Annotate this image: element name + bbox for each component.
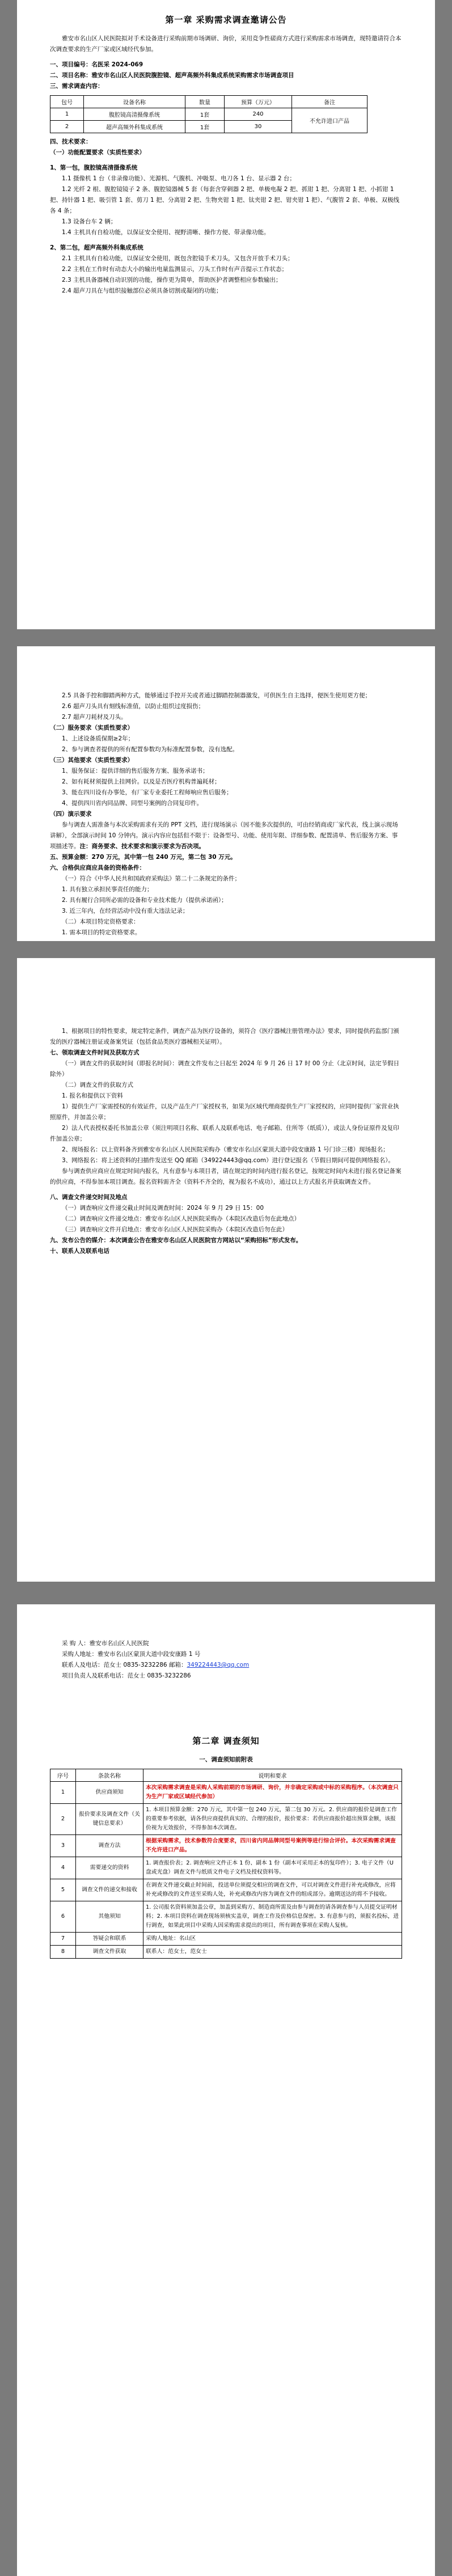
cell: 1. 调查报价表；2. 调查响应文件正本 1 份、副本 1 份（副本可采用正本的复印件）；3. 电子文件（U 盘或光盘）调查文件与纸质文件电子文档及授权资料等。 [143, 1857, 402, 1879]
preface-table-title: 一、调查须知前附表 [199, 1756, 253, 1763]
chapter-1-title: 第一章 采购需求调查邀请公告 [165, 15, 287, 25]
package-2-line: 2.4 超声刀具在与组织接触部位必须具备切割或凝闭的功能； [62, 287, 222, 294]
acquisition-line: 3、网络报名：将上述资料的扫描件发送至 QQ 邮箱（349224443@qq.com）进行登记报名（节假日期间可提供网络报名）。 [62, 1157, 394, 1164]
document-page-3 [17, 958, 435, 1582]
project-name: 二、项目名称：雅安市名山区人民医院腹腔镜、超声高频外科集成系统采购需求市场调查项目 [50, 72, 294, 79]
cell: 1. 公司报名资料须加盖公章，加盖到采购方、制造商所需及由参与调查的请各调查参与人员提交证明材料；2. 本项目资料在调查现场须核实盖章，调查工作及价格信息保密。3. 有意参与的，须报名投标，进行调查，如果此项目中采购人因采购需求提出的项目，所有调查事项在采购人复核。 [143, 1901, 402, 1933]
cell: 联系人：范女士，范女士 [143, 1946, 402, 1959]
acquisition-line: 1. 报名和提供以下资料 [62, 1092, 123, 1099]
contacts-heading: 十、联系人及联系电话 [50, 1248, 109, 1255]
intro-paragraph: 雅安市名山区人民医院拟对手术设备进行采购前期市场调研、询价，采用竞争性磋商方式进行采购需求市场调查，现特邀请符合本次调查要求的生产厂家或区域经代参加。 [50, 35, 402, 53]
cell: 1套 [185, 121, 225, 133]
purchaser-address: 采购人地址：雅安市名山区蒙顶大道中段安康路 1 号 [62, 1651, 201, 1658]
package-2-line: 2.3 主机具备器械自动识别的功能，操作更为简单，帮助医护者调整相应参数输出； [62, 277, 282, 283]
submission-heading: 八、调查文件递交时间及地点 [50, 1194, 128, 1201]
cell: 8 [50, 1946, 76, 1959]
cell: 1 [50, 1782, 76, 1804]
qualification-line: （二）本项目特定资格要求： [62, 918, 140, 925]
qualification-line: 1. 具有独立承担民事责任的能力； [62, 886, 153, 893]
cell: 采购人地址：名山区 [143, 1933, 402, 1946]
other-line: 4、提供四川省内同品牌、同型号案例的合同复印件。 [62, 800, 203, 807]
demo-requirements-heading: （四）演示要求 [50, 811, 92, 817]
submission-line: （二）调查响应文件递交地点：雅安市名山区人民医院采购办（本院区改造后勿在此地点） [62, 1215, 300, 1222]
package-1-line: 1.3 设备台车 2 辆； [62, 218, 117, 225]
cell: 本次采购需求调查是采购人采购前期的市场调研、询价，并非确定采购或中标的采购程序。（本次调查只为生产厂家或区域经代参加） [143, 1782, 402, 1804]
acquisition-line: 2）法人代表授权委托书加盖公章（须注明项目名称、联系人及联系电话、电子邮箱、住所等（纸质）），或法人身份证原件及复印件加盖公章； [50, 1125, 399, 1142]
acquisition-line: 参与调查供应商应在规定时间内报名，凡有意参与本项目者，请在规定的时间内进行报名登记，按规定时间内未进行报名登记备案的供应商，不得参加本项目调查。报名资料需齐全（资料不齐全的，视为报名不成功），通过以上方式报名并获取调查文件。 [50, 1168, 402, 1185]
document-page-2 [17, 646, 435, 941]
table-row [50, 1782, 402, 1804]
cell: 报价要求及调查文件（关键信息要求） [76, 1804, 143, 1835]
purchaser-line: 采 购 人：雅安市名山区人民医院 [62, 1640, 149, 1647]
table-row [50, 1804, 402, 1835]
other-line: 2、如有耗材须提供上挂网价。以及是否医疗机构普遍耗材； [62, 778, 221, 785]
package-2-line: 2.7 超声刀耗材及刀头。 [62, 714, 127, 721]
submission-line: （三）调查响应文件开启地点：雅安市名山区人民医院采购办（本院区改造后勿在此） [62, 1226, 288, 1233]
document-page-1 [17, 0, 435, 629]
requirements-table [50, 95, 367, 133]
contact-text: 联系人及电话：范女士 0835-3232286 邮箱： [62, 1662, 187, 1668]
qualification-line: 1. 需本项目的特定资格要求。 [62, 929, 141, 936]
cell: 根据采购需求，技术参数符合度要求，四川省内同品牌同型号案例等进行综合评价。本次采购需求调查不允许进口产品。 [143, 1835, 402, 1857]
cell: 在调查文件递交截止时间前，投送单位须提交相应的调查文件，可以对调查文件进行补充或修改，应将补充或修改的文件送至采购人处，补充或修改内容为调查文件的组成部分。逾期送达的将不予接收。 [143, 1879, 402, 1901]
qualification-line: 1、根据项目的特性要求，规定特定条件，调查产品为医疗设备的，须符合《医疗器械注册管理办法》要求，同时提供药监部门颁发的医疗器械注册证或备案凭证（包括食品类医疗器械相关证明）。 [50, 1028, 399, 1045]
service-line: 2、参与调查者提供的所有配置参数均为标准配置参数，没有选配。 [62, 746, 239, 753]
media-line: 九、发布公告的媒介：本次调查公告在雅安市名山区人民医院官方网站以“采购招标”形式发布。 [50, 1237, 302, 1244]
package-1-line: 1.1 摄像机 1 台（非录像功能）、光源机、气腹机、冲吸泵、电刀各 1 台、显示器 2 台； [62, 175, 295, 182]
demo-text: 参与调查人需准备与本次采购需求有关的 PPT 文档，进行现场演示（因不能多次提供的，可由经销商或厂家代表，线上演示现场讲解），全部演示时间 10 分钟内。演示内容应包括但不限于：设备型号、功能、使用年限、详细参数、配置清单、售后服务方案、事项描述等。 [50, 821, 398, 850]
col-header: 序号 [50, 1769, 76, 1782]
other-line: 1、服务保证：提供详细的售后服务方案、服务承诺书； [62, 768, 209, 774]
table-note-cell: 不允许进口产品 [292, 108, 367, 133]
project-lead-line: 项目负责人及联系电话：范女士 0835-3232286 [62, 1672, 191, 1679]
chapter-2-title: 第二章 调查须知 [192, 1736, 260, 1746]
project-number: 一、项目编号：名医采 2024-069 [50, 61, 143, 68]
service-requirements-heading: （二）服务要求（实质性要求） [50, 724, 133, 731]
submission-line: （一）调查响应文件递交截止时间及调查时间：2024 年 9 月 29 日 15：00 [62, 1205, 264, 1211]
table-row [50, 1879, 402, 1901]
col-header: 条款名称 [76, 1769, 143, 1782]
cell: 30 [225, 121, 292, 133]
tech-requirements-heading: 四、技术要求： [50, 138, 92, 145]
demo-paragraph [50, 820, 402, 852]
acquisition-line: 2、现场报名：以上资料备齐到雅安市名山区人民医院采购办（雅安市名山区蒙顶大道中段安康路 1 号门诊三楼）现场报名； [62, 1146, 389, 1153]
service-line: 1、上述设备质保期≥2年； [62, 735, 134, 742]
survey-content-heading: 三、需求调查内容： [50, 83, 104, 90]
table-row [50, 1933, 402, 1946]
qualification-line: 2. 具有履行合同所必需的设备和专业技术能力（提供承诺函）； [62, 897, 227, 904]
cell: 1. 本项目预算金额：270 万元，其中第一包 240 万元，第二包 30 万元。2. 供应商的报价是调查工作的重要参考依据，请各供应商提供真实的、合理的报价，报价要求：若供应商报价超出预算金额，该报价视为无效报价，不得参加本次调查。 [143, 1804, 402, 1835]
instructions-table [50, 1769, 402, 1959]
acquisition-line: （二）调查文件的获取方式 [62, 1082, 133, 1088]
document-page-4 [17, 1604, 435, 2576]
cell: 4 [50, 1857, 76, 1879]
cell: 超声高频外科集成系统 [84, 121, 185, 133]
package-2-line: 2.6 超声刀头具有刻线标准值，以防止组织过度损伤； [62, 703, 205, 710]
cell: 5 [50, 1879, 76, 1901]
other-requirements-heading: （三）其他要求（实质性要求） [50, 757, 133, 764]
qualification-line: 3. 近三年内，在经营活动中没有重大违法记录； [62, 908, 189, 914]
qualifications-heading: 六、合格供应商应具备的资格条件： [50, 865, 145, 871]
other-line: 3、能在四川设有办事处，有厂家专业委托工程师响应售后服务； [62, 789, 233, 796]
package-2-line: 2.1 主机具有自检功能，以保证安全使用，既包含腔镜手术刀头，又包含开放手术刀头； [62, 255, 294, 262]
email-link[interactable]: 349224443@qq.com [187, 1662, 250, 1668]
cell: 需要递交的资料 [76, 1857, 143, 1879]
document-acquisition-heading: 七、领取调查文件时间及获取方式 [50, 1049, 140, 1056]
acquisition-line: 1）提供生产厂家需授权的有效证件，以及产品生产厂家授权书，如果为区域代理商提供生产厂家授权的，应同时提供厂家营业执照原件，并加盖公章； [50, 1103, 399, 1121]
cell: 答疑会和联系 [76, 1933, 143, 1946]
cell: 调查文件的递交和接收 [76, 1879, 143, 1901]
table-row [50, 1835, 402, 1857]
cell: 240 [225, 108, 292, 121]
cell: 2 [50, 1804, 76, 1835]
function-config-heading: （一）功能配置要求（实质性要求） [50, 149, 145, 156]
col-header: 包号 [50, 96, 84, 108]
package-1-line: 1.2 光纤 2 根、腹腔镜镜子 2 条、腹腔镜器械 5 套（每套含穿刺器 2 把、单极电凝 2 把、抓钳 1 把、分离钳 1 把、小抓钳 1 把、持针器 1 把、吸引管 1 套、剪刀 1 把、分离钳 2 把、生物夹钳 1 把、钛夹钳 2 把、钳夹钳 1 把）、气腹管 2 套、单极、双极线各 4 条； [50, 186, 400, 214]
package-2-line: 2.2 主机在工作时有动态大小的输出电量监测显示，刀头工作时有声音提示工作状态； [62, 266, 288, 273]
table-row [50, 1901, 402, 1933]
cell: 其他须知 [76, 1901, 143, 1933]
col-header: 说明和要求 [143, 1769, 402, 1782]
package-2-line: 2.5 具备手控和脚踏两种方式，能够通过手控开关或者通过脚踏控制器激发，可供医生自主选择，便医生使用更方便； [62, 692, 371, 699]
col-header: 设备名称 [84, 96, 185, 108]
package-1-heading: 1、第一包，腹腔镜高清摄像系统 [50, 164, 138, 171]
col-header: 预算（万元） [225, 96, 292, 108]
cell: 6 [50, 1901, 76, 1933]
package-2-heading: 2、第二包，超声高频外科集成系统 [50, 244, 143, 251]
contact-phone-line [50, 1660, 402, 1671]
cell: 腹腔镜高清摄像系统 [84, 108, 185, 121]
table-row [50, 108, 367, 121]
table-row [50, 1857, 402, 1879]
cell: 1套 [185, 108, 225, 121]
cell: 2 [50, 121, 84, 133]
qualification-line: （一）符合《中华人民共和国政府采购法》第二十二条规定的条件； [62, 875, 240, 882]
col-header: 备注 [292, 96, 367, 108]
cell: 7 [50, 1933, 76, 1946]
table-row [50, 1946, 402, 1959]
demo-note: 注：商务要求、技术要求和演示要求为否决项。 [79, 843, 205, 850]
cell: 调查方法 [76, 1835, 143, 1857]
cell: 调查文件获取 [76, 1946, 143, 1959]
col-header: 数量 [185, 96, 225, 108]
package-1-line: 1.4 主机具有自检功能，以保证安全使用、视野清晰、操作方便、带录像功能。 [62, 229, 270, 236]
cell: 供应商须知 [76, 1782, 143, 1804]
cell: 1 [50, 108, 84, 121]
budget-line: 五、预算金额：270 万元，其中第一包 240 万元，第二包 30 万元。 [50, 854, 236, 861]
cell: 3 [50, 1835, 76, 1857]
acquisition-line: （一）调查文件的获取时间（即报名时间）：调查文件发布之日起至 2024 年 9 月 26 日 17 时 00 分止（北京时间，法定节假日除外） [50, 1060, 400, 1078]
